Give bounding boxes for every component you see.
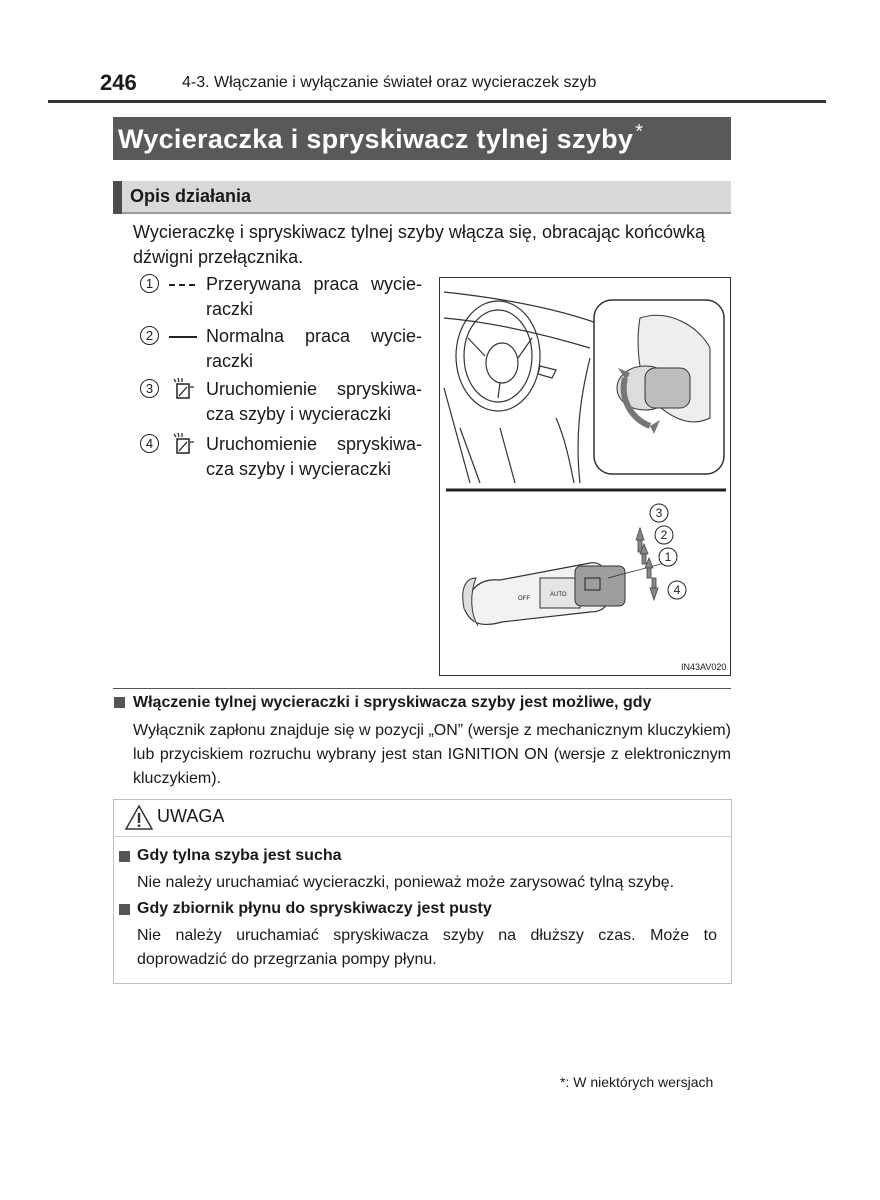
- square-bullet-icon: [119, 904, 130, 915]
- solid-line-icon: [168, 324, 198, 349]
- warning-header-separator: [113, 836, 732, 837]
- section-asterisk: *: [635, 121, 644, 143]
- item-text: Uruchomienie spryskiwa-cza szyby i wycieraczki: [206, 434, 422, 479]
- figure-code: IN43AV020: [681, 662, 727, 672]
- item-text: Normalna praca wycie-raczki: [206, 326, 422, 371]
- item-number: 3: [140, 379, 159, 398]
- list-item: [140, 432, 430, 482]
- warning-title: UWAGA: [157, 806, 225, 826]
- lever-marking: AUTO: [550, 592, 567, 598]
- warning-item-body: Nie należy uruchamiać wycieraczki, ponieważ może zarysować tylną szybę.: [137, 874, 675, 891]
- combination-switch-lever: [463, 560, 676, 626]
- condition-rule: [113, 688, 731, 689]
- item-number: 4: [140, 434, 159, 453]
- figure-illustration: [440, 278, 730, 675]
- dashed-line-icon: [168, 272, 198, 297]
- condition-heading: Włączenie tylnej wycieraczki i spryskiwacza szyby jest możliwe, gdy: [133, 694, 652, 711]
- item-number: 2: [140, 326, 159, 345]
- subsection-title: Opis działania: [130, 186, 252, 206]
- square-bullet-icon: [119, 851, 130, 862]
- item-text: Uruchomienie spryskiwa-cza szyby i wycieraczki: [206, 379, 422, 424]
- rear-washer-icon: [168, 432, 198, 457]
- item-number: 1: [140, 274, 159, 293]
- dashboard-illustration: [444, 292, 610, 483]
- callout-label: 2: [660, 528, 668, 542]
- warning-item-heading: Gdy zbiornik płynu do spryskiwaczy jest pusty: [137, 900, 492, 917]
- header-rule: [48, 100, 826, 103]
- section-title-text: Wycieraczka i spryskiwacz tylnej szyby: [118, 124, 634, 154]
- wiper-lever-figure: [439, 277, 731, 676]
- rear-washer-icon: [168, 377, 198, 402]
- intro-paragraph: Wycieraczkę i spryskiwacz tylnej szyby włącza się, obracając końcówką dźwigni przełącznika.: [133, 222, 706, 267]
- rotation-arrows: [636, 528, 658, 600]
- warning-item-heading: Gdy tylna szyba jest sucha: [137, 847, 342, 864]
- callout-label: 4: [673, 583, 681, 597]
- page-number: 246: [100, 70, 137, 95]
- zoom-detail-illustration: [594, 300, 724, 474]
- callout-label: 1: [664, 550, 672, 564]
- warning-triangle-icon: [124, 804, 154, 831]
- warning-item-body: Nie należy uruchamiać spryskiwacza szyby na dłuższy czas. Może to doprowadzić do przegrzania pompy płynu.: [137, 927, 717, 968]
- square-bullet-icon: [114, 697, 125, 708]
- list-item: [140, 377, 430, 427]
- section-title: [118, 121, 643, 155]
- lever-marking: OFF: [518, 596, 530, 602]
- list-item: [140, 272, 430, 322]
- condition-body: Wyłącznik zapłonu znajduje się w pozycji „ON” (wersje z mechanicznym kluczykiem) lub przyciskiem rozruchu wybrany jest stan IGNITION ON (wersje z elektronicznym kluczykiem).: [133, 722, 731, 787]
- item-text: Przerywana praca wycie-raczki: [206, 274, 422, 319]
- callout-label: 3: [655, 506, 663, 520]
- running-head: 4-3. Włączanie i wyłączanie świateł oraz wycieraczek szyb: [182, 74, 597, 91]
- list-item: [140, 324, 430, 374]
- subsection-accent: [113, 181, 122, 214]
- footnote: *: W niektórych wersjach: [560, 1074, 714, 1090]
